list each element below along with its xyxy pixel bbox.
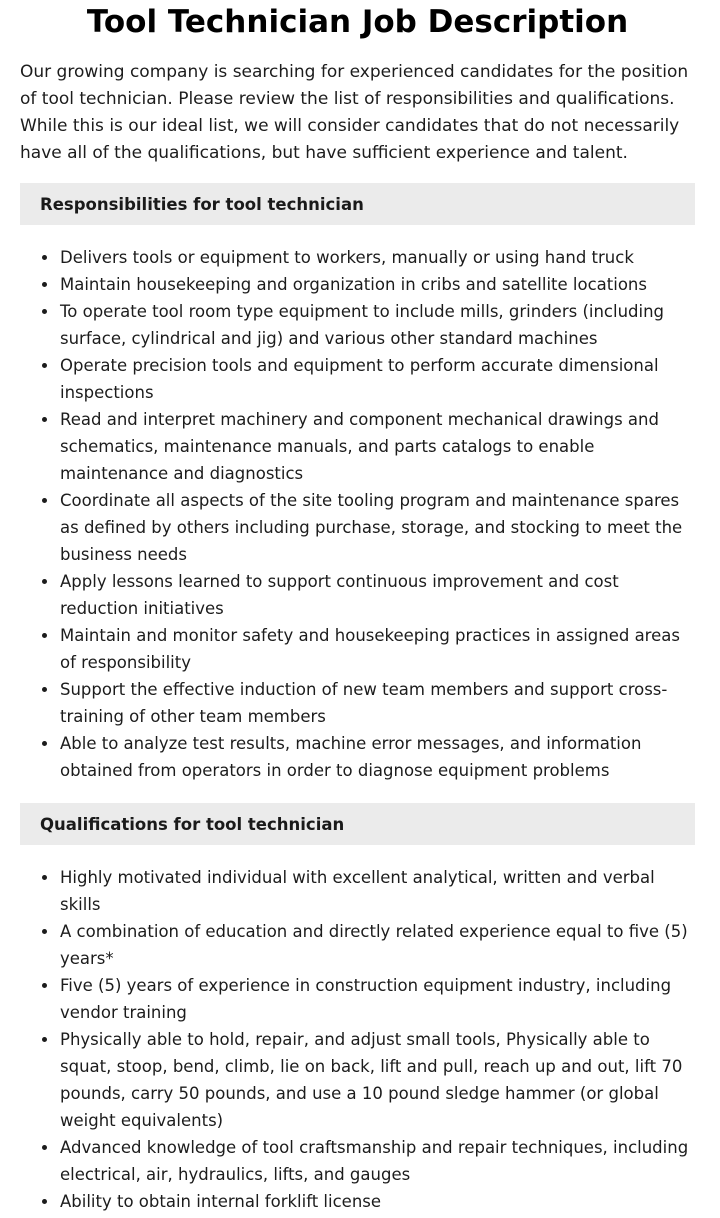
qualification-item xyxy=(20,918,698,972)
responsibility-text: Able to analyze test results, machine error messages, and information obtained from operators in order to diagnose equipment problems xyxy=(60,734,642,780)
responsibility-item xyxy=(20,406,698,487)
responsibility-item xyxy=(20,622,698,676)
responsibilities-heading: Responsibilities for tool technician xyxy=(40,194,364,214)
bullet-icon xyxy=(42,363,47,368)
page-title: Tool Technician Job Description xyxy=(86,4,629,40)
qualification-text: Five (5) years of experience in construction equipment industry, including vendor training xyxy=(60,976,672,1022)
intro-paragraph: Our growing company is searching for experienced candidates for the position of tool technician. Please review the list of responsibilities and qualifications. While this is our ideal list, we will consider candidates that do not necessarily have all of the qualifications, but have sufficient experience and talent. xyxy=(20,62,689,163)
bullet-icon xyxy=(42,309,47,314)
responsibility-item xyxy=(20,568,698,622)
qualification-text: Physically able to hold, repair, and adjust small tools, Physically able to squat, stoop, bend, climb, lie on back, lift and pull, reach up and out, lift 70 pounds, carry 50 pounds, and use a 10 pound sledge hammer (or global weight equivalents) xyxy=(60,1030,683,1130)
qualifications-list xyxy=(20,864,698,1215)
qualification-item xyxy=(20,1188,698,1215)
qualification-text: Ability to obtain internal forklift license xyxy=(60,1192,382,1211)
responsibilities-list xyxy=(20,244,698,784)
responsibility-item xyxy=(20,352,698,406)
bullet-icon xyxy=(42,498,47,503)
bullet-icon xyxy=(42,687,47,692)
bullet-icon xyxy=(42,579,47,584)
responsibility-item xyxy=(20,271,698,298)
bullet-icon xyxy=(42,633,47,638)
responsibility-text: Operate precision tools and equipment to perform accurate dimensional inspections xyxy=(60,356,659,402)
responsibility-item xyxy=(20,487,698,568)
qualification-text: Highly motivated individual with excellent analytical, written and verbal skills xyxy=(60,868,655,914)
qualification-item xyxy=(20,972,698,1026)
responsibility-text: Support the effective induction of new team members and support cross-training of other team members xyxy=(60,680,668,726)
bullet-icon xyxy=(42,1145,47,1150)
bullet-icon xyxy=(42,417,47,422)
responsibility-text: Apply lessons learned to support continuous improvement and cost reduction initiatives xyxy=(60,572,619,618)
qualification-item xyxy=(20,1134,698,1188)
bullet-icon xyxy=(42,741,47,746)
qualification-text: Advanced knowledge of tool craftsmanship and repair techniques, including electrical, air, hydraulics, lifts, and gauges xyxy=(60,1138,689,1184)
responsibility-text: Maintain housekeeping and organization in cribs and satellite locations xyxy=(60,275,647,294)
qualification-item xyxy=(20,1026,698,1134)
responsibility-item xyxy=(20,298,698,352)
responsibility-item xyxy=(20,730,698,784)
responsibility-text: Coordinate all aspects of the site tooling program and maintenance spares as defined by others including purchase, storage, and stocking to meet the business needs xyxy=(60,491,683,564)
bullet-icon xyxy=(42,1199,47,1204)
qualifications-heading: Qualifications for tool technician xyxy=(40,814,345,834)
responsibility-text: Delivers tools or equipment to workers, manually or using hand truck xyxy=(60,248,634,267)
qualifications-header xyxy=(20,803,695,845)
responsibility-text: To operate tool room type equipment to include mills, grinders (including surface, cylindrical and jig) and various other standard machines xyxy=(60,302,665,348)
responsibility-text: Maintain and monitor safety and housekeeping practices in assigned areas of responsibility xyxy=(60,626,680,672)
bullet-icon xyxy=(42,929,47,934)
responsibilities-header xyxy=(20,183,695,225)
responsibility-item xyxy=(20,676,698,730)
responsibility-text: Read and interpret machinery and component mechanical drawings and schematics, maintenance manuals, and parts catalogs to enable maintenance and diagnostics xyxy=(60,410,659,483)
bullet-icon xyxy=(42,1037,47,1042)
bullet-icon xyxy=(42,282,47,287)
responsibility-item xyxy=(20,244,698,271)
bullet-icon xyxy=(42,255,47,260)
qualification-item xyxy=(20,864,698,918)
bullet-icon xyxy=(42,983,47,988)
bullet-icon xyxy=(42,875,47,880)
qualification-text: A combination of education and directly related experience equal to five (5) years* xyxy=(60,922,688,968)
